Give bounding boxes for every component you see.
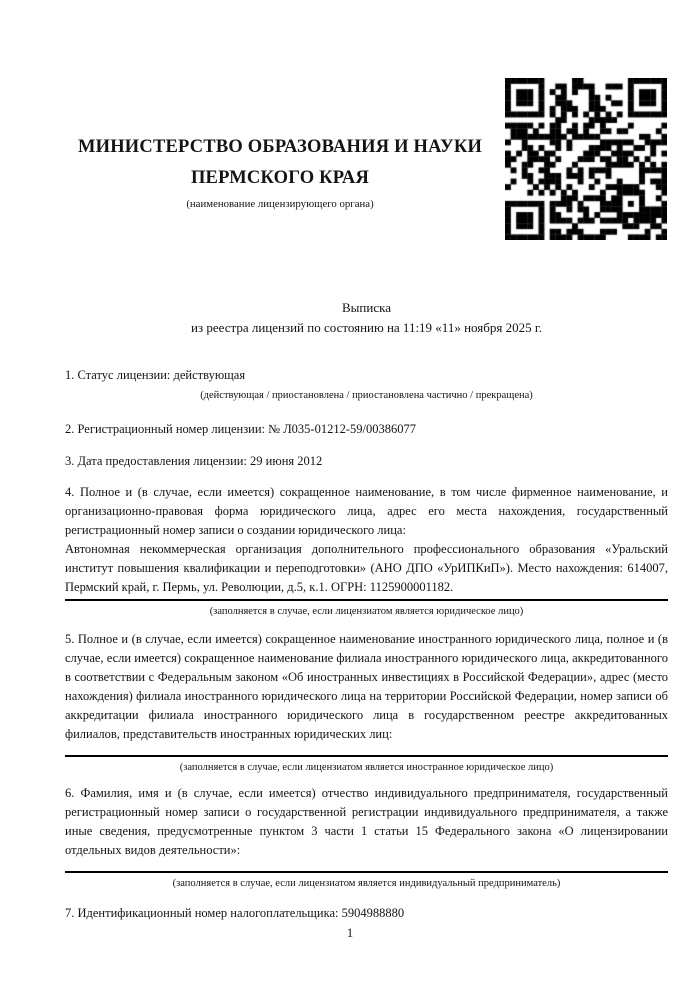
item-license-status-label: 1. Статус лицензии: [65, 368, 171, 382]
item-foreign-entity-value-blank [65, 744, 668, 757]
ministry-name-line2: ПЕРМСКОГО КРАЯ [190, 168, 370, 188]
item-entrepreneur-value-blank [65, 860, 668, 873]
item-legal-entity-caption: (заполняется в случае, если лицензиатом является юридическое лицо) [209, 606, 524, 617]
item-license-date [65, 452, 668, 471]
document-title-line2: из реестра лицензий по состоянию на 11:19 «11» ноября 2025 г. [191, 320, 542, 335]
document-header [65, 0, 495, 212]
item-license-status [65, 366, 668, 385]
item-taxpayer-number-label: 7. Идентификационный номер налогоплательщика: [65, 906, 339, 920]
item-entrepreneur-label: 6. Фамилия, имя и (в случае, если имеется) отчество индивидуального предпринимателя, государственный регистрационный номер записи о государственной регистрации индивидуального предпринимателя, а также иные сведения, предусмотренные пунктом 3 части 1 статьи 15 Федерального закона «О лицензировании отдельных видов деятельности»: [65, 786, 668, 857]
item-registration-number-value: № Л035-01212-59/00386077 [268, 422, 416, 436]
item-legal-entity-label: 4. Полное и (в случае, если имеется) сокращенное наименование, в том числе фирменное наименование, и организационно-правовая форма юридического лица, адрес его места нахождения, государственный регистрационный номер записи о создании юридического лица: [65, 485, 668, 537]
item-license-date-value: 29 июня 2012 [250, 454, 323, 468]
item-license-status-value: действующая [173, 368, 246, 382]
item-foreign-entity-label: 5. Полное и (в случае, если имеется) сокращенное наименование иностранного юридического лица, полное и (в случае, если имеется) сокращенное наименование филиала иностранного юридического лица, аккредитованного в соответствии с Федеральным законом «Об иностранных инвестициях в Российской Федерации», адрес (место нахождения) филиала иностранного юридического лица на территории Российской Федерации, номер записи об аккредитации филиала иностранного юридического лица в государственном реестре аккредитованных филиалов, представительств иностранных юридических лиц: [65, 632, 668, 741]
item-registration-number [65, 420, 668, 439]
document-title-line1: Выписка [342, 300, 391, 315]
qr-code [505, 78, 667, 240]
item-entrepreneur-caption: (заполняется в случае, если лицензиатом является индивидуальный предприниматель) [172, 878, 561, 889]
item-registration-number-label: 2. Регистрационный номер лицензии: [65, 422, 266, 436]
item-legal-entity-value: Автономная некоммерческая организация дополнительного профессионального образования «Уральский институт повышения квалификации и переподготовки» (АНО ДПО «УрИПКиП»). Место нахождения: 614007, Пермский край, г. Пермь, ул. Революции, д.5, к.1. ОГРН: 1125900001182. [65, 540, 668, 601]
item-license-date-label: 3. Дата предоставления лицензии: [65, 454, 247, 468]
item-taxpayer-number-value: 5904988880 [341, 906, 405, 920]
item-license-status-caption: (действующая / приостановлена / приостановлена частично / прекращена) [200, 390, 533, 401]
licensing-authority-caption: (наименование лицензирующего органа) [186, 198, 374, 210]
item-taxpayer-number [65, 904, 668, 923]
ministry-name-line1: МИНИСТЕРСТВО ОБРАЗОВАНИЯ И НАУКИ [77, 137, 483, 157]
licensing-authority-name [65, 132, 495, 194]
item-foreign-entity-caption: (заполняется в случае, если лицензиатом является иностранное юридическое лицо) [179, 762, 554, 773]
page-number: 1 [346, 926, 354, 940]
document-title [65, 298, 668, 338]
